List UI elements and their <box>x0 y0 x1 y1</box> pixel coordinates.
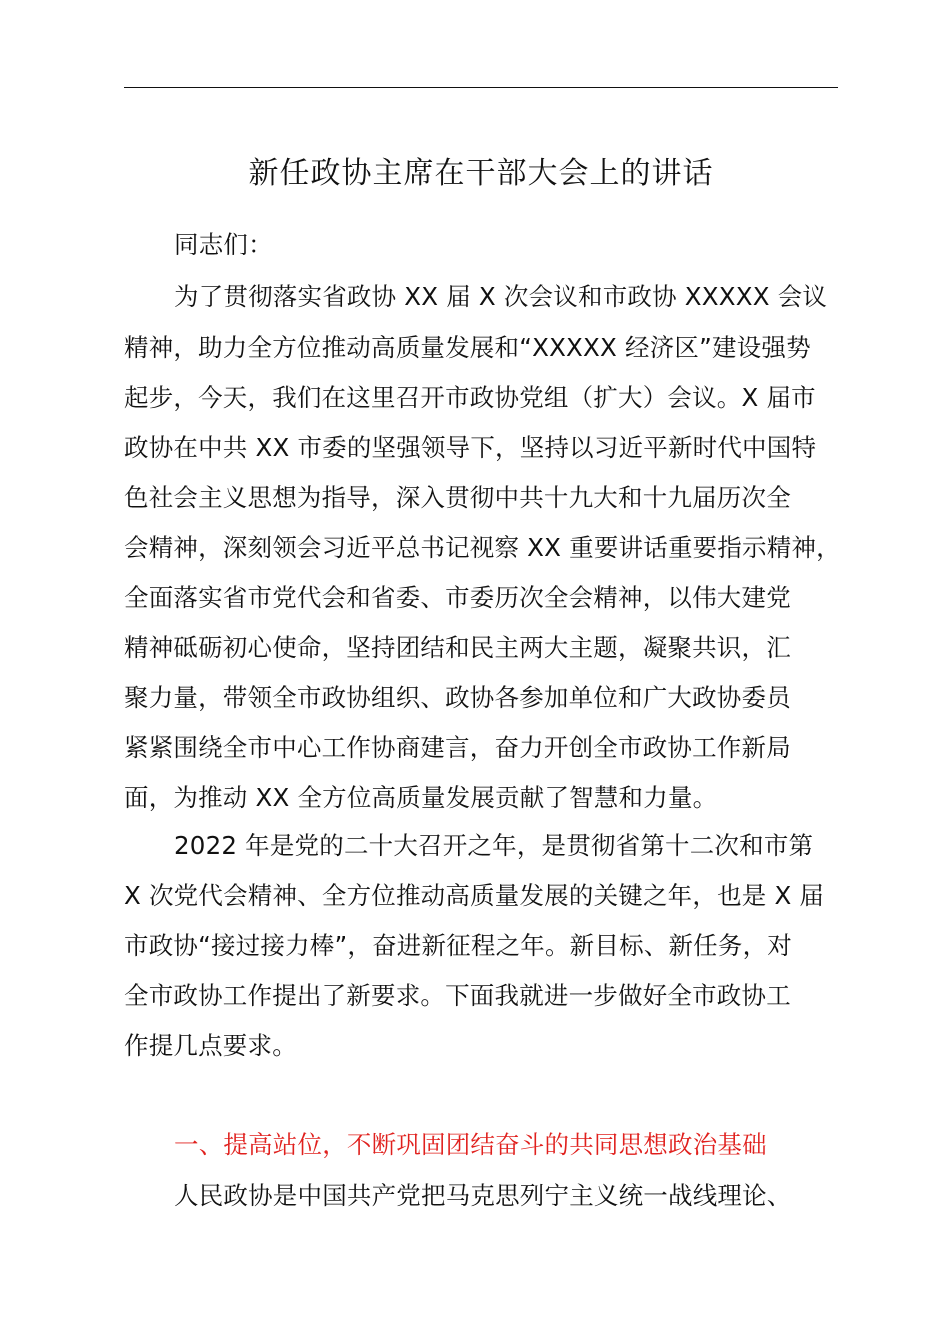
paragraph-2-line-5: 作提几点要求。 <box>124 1031 297 1060</box>
paragraph-2-line-3: 市政协“接过接力棒”，奋进新征程之年。新目标、新任务，对 <box>124 931 792 960</box>
paragraph-1-line-8: 精神砥砺初心使命，坚持团结和民主两大主题，凝聚共识，汇 <box>124 633 791 662</box>
paragraph-2-line-1: 2022 年是党的二十大召开之年，是贯彻省第十二次和市第 <box>174 831 814 860</box>
paragraph-1-line-4: 政协在中共 XX 市委的坚强领导下，坚持以习近平新时代中国特 <box>124 433 817 462</box>
salutation: 同志们： <box>174 230 273 259</box>
section-heading: 一、提高站位，不断巩固团结奋斗的共同思想政治基础 <box>174 1130 767 1159</box>
document-title: 新任政协主席在干部大会上的讲话 <box>248 156 714 191</box>
paragraph-1-line-11: 面，为推动 XX 全方位高质量发展贡献了智慧和力量。 <box>124 783 718 812</box>
paragraph-1-line-9: 聚力量，带领全市政协组织、政协各参加单位和广大政协委员 <box>124 683 791 712</box>
paragraph-2-line-2: X 次党代会精神、全方位推动高质量发展的关键之年，也是 X 届 <box>124 881 825 910</box>
paragraph-1-line-6: 会精神，深刻领会习近平总书记视察 XX 重要讲话重要指示精神， <box>124 533 841 562</box>
paragraph-1-line-10: 紧紧围绕全市中心工作协商建言，奋力开创全市政协工作新局 <box>124 733 791 762</box>
paragraph-1-line-5: 色社会主义思想为指导，深入贯彻中共十九大和十九届历次全 <box>124 483 791 512</box>
section-paragraph-line-1: 人民政协是中国共产党把马克思列宁主义统一战线理论、 <box>174 1181 792 1210</box>
paragraph-1-line-2: 精神，助力全方位推动高质量发展和“XXXXX 经济区”建设强势 <box>124 333 811 362</box>
paragraph-1-line-1: 为了贯彻落实省政协 XX 届 X 次会议和市政协 XXXXX 会议 <box>174 282 828 311</box>
paragraph-2-line-4: 全市政协工作提出了新要求。下面我就进一步做好全市政协工 <box>124 981 791 1010</box>
paragraph-1-line-7: 全面落实省市党代会和省委、市委历次全会精神，以伟大建党 <box>124 583 791 612</box>
paragraph-1-line-3: 起步，今天，我们在这里召开市政协党组（扩大）会议。X 届市 <box>124 383 816 412</box>
header-rule <box>124 87 838 88</box>
